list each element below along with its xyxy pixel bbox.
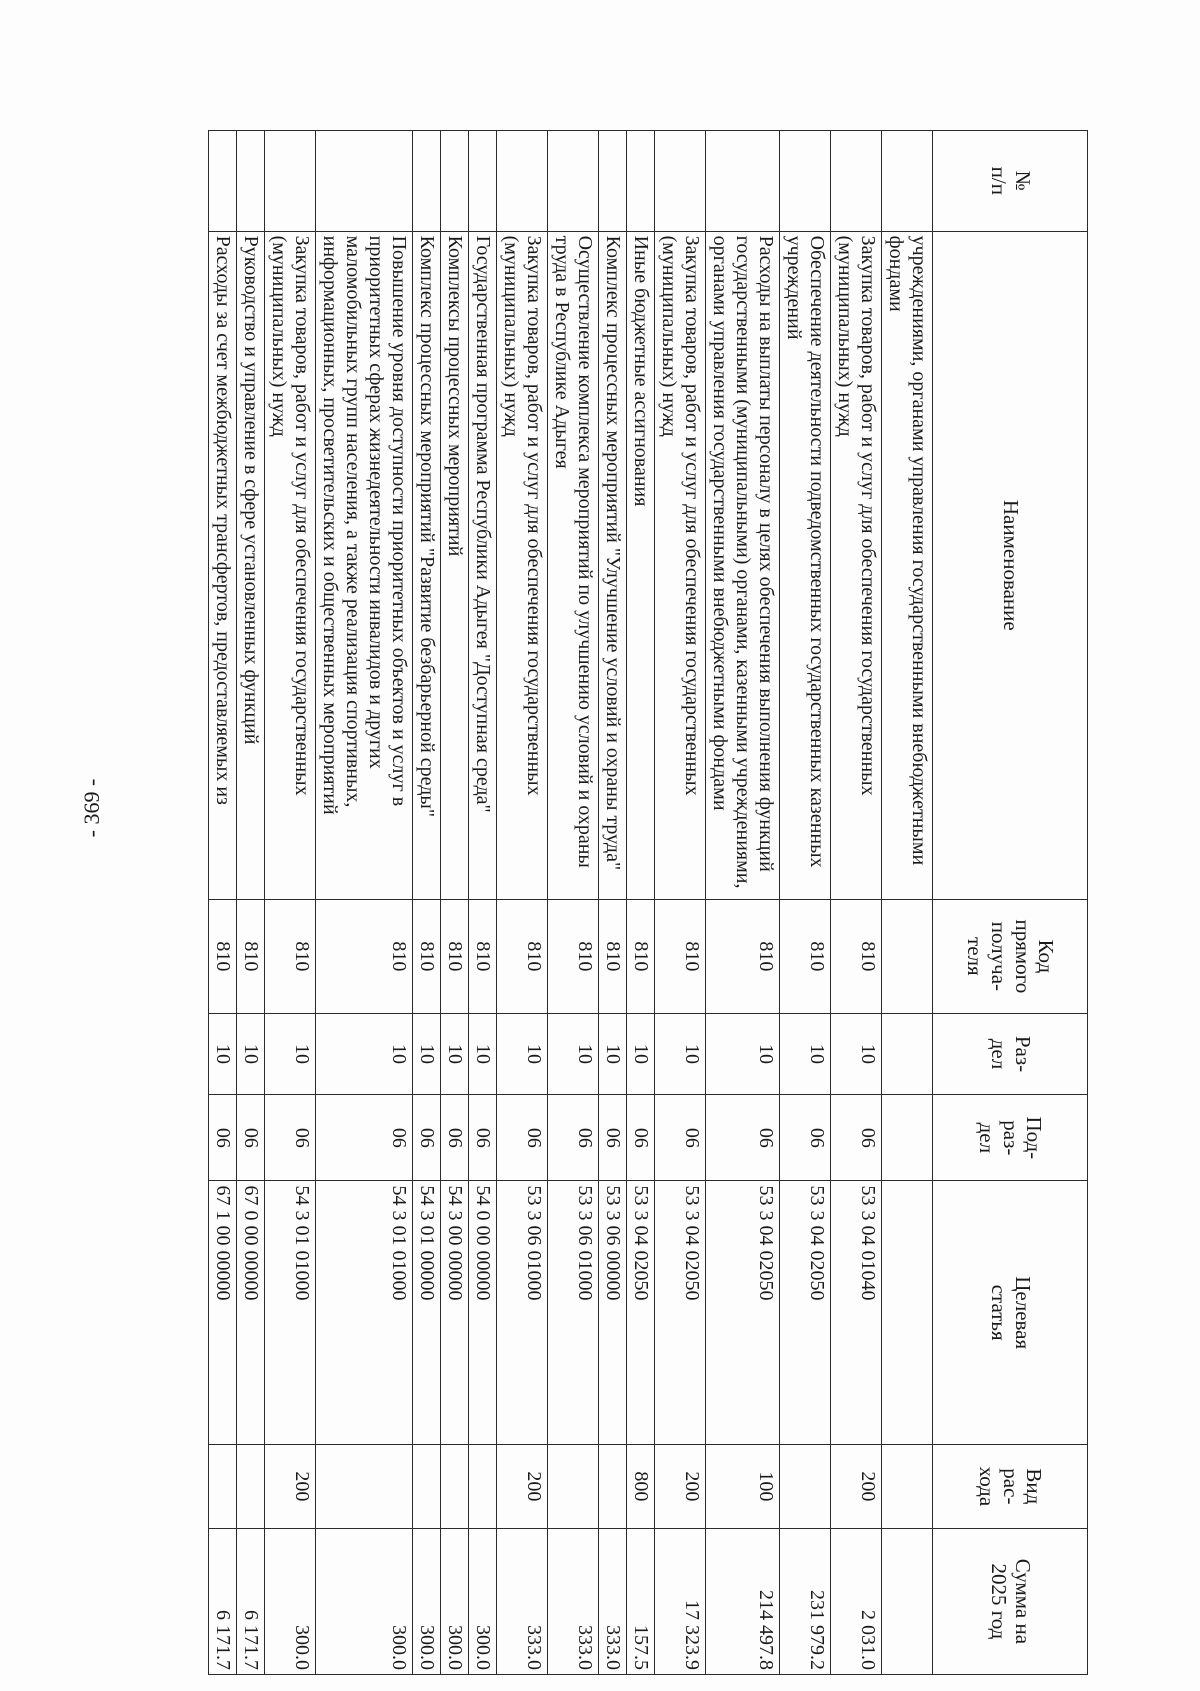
- cell-expense-type: [469, 1444, 497, 1528]
- cell-razdel: 10: [497, 1013, 548, 1094]
- cell-name: Закупка товаров, работ и услуг для обеспечения государственных (муниципальных) нужд: [831, 231, 882, 899]
- cell-recipient-code: 810: [627, 899, 655, 1013]
- header-number-line: п/п: [987, 166, 1011, 195]
- cell-number: [655, 131, 706, 232]
- cell-target-article: 54 0 00 00000: [469, 1181, 497, 1445]
- cell-recipient-code: 810: [209, 899, 237, 1013]
- header-podrazdel: [933, 1095, 1088, 1181]
- cell-target-article: 54 3 01 00000: [413, 1181, 441, 1445]
- cell-podrazdel: 06: [209, 1095, 237, 1181]
- header-razdel-line: Раз-: [1010, 1035, 1035, 1073]
- cell-razdel: 10: [441, 1013, 469, 1094]
- cell-podrazdel: 06: [413, 1095, 441, 1181]
- table-row: [441, 131, 469, 1675]
- cell-target-article: 54 3 01 01000: [316, 1181, 413, 1445]
- cell-razdel: 10: [265, 1013, 316, 1094]
- cell-recipient-code: 810: [497, 899, 548, 1013]
- cell-name: Закупка товаров, работ и услуг для обеспечения государственных (муниципальных) нужд: [497, 231, 548, 899]
- cell-razdel: 10: [627, 1013, 655, 1094]
- table-header: [933, 131, 1088, 1675]
- cell-podrazdel: 06: [706, 1095, 780, 1181]
- cell-expense-type: [209, 1444, 237, 1528]
- cell-number: [831, 131, 882, 232]
- cell-name: Расходы на выплаты персоналу в целях обеспечения выполнения функций государственными (муниципальными) органами, казенными учреждениями, органами управления государственными внебюджетными фондами: [706, 231, 780, 899]
- table-row: [831, 131, 882, 1675]
- header-sum-line: Сумма на: [1010, 1558, 1035, 1645]
- cell-recipient-code: 810: [706, 899, 780, 1013]
- header-podrazdel-line: дел: [975, 1122, 1000, 1154]
- cell-expense-type: 100: [706, 1444, 780, 1528]
- cell-expense-type: [780, 1444, 831, 1528]
- header-number: [933, 131, 1088, 232]
- cell-recipient-code: 810: [831, 899, 882, 1013]
- cell-target-article: 67 0 00 00000: [237, 1181, 265, 1445]
- cell-target-article: 67 1 00 00000: [209, 1181, 237, 1445]
- cell-name: Иные бюджетные ассигнования: [627, 231, 655, 899]
- header-expense-type-line: Вид: [1022, 1468, 1047, 1505]
- cell-podrazdel: 06: [316, 1095, 413, 1181]
- header-podrazdel-line: Под-: [1022, 1116, 1047, 1160]
- header-sum: [933, 1528, 1088, 1674]
- cell-number: [316, 131, 413, 232]
- cell-sum: 2 031.0: [831, 1528, 882, 1674]
- table-row: [265, 131, 316, 1675]
- header-recipient-code-line: теля: [963, 937, 988, 976]
- cell-number: [237, 131, 265, 232]
- cell-target-article: 53 3 04 02050: [706, 1181, 780, 1445]
- cell-podrazdel: [882, 1095, 933, 1181]
- cell-recipient-code: [882, 899, 933, 1013]
- cell-sum: 300.0: [441, 1528, 469, 1674]
- cell-razdel: 10: [780, 1013, 831, 1094]
- header-recipient-code: [933, 899, 1088, 1013]
- table-body: [209, 131, 933, 1675]
- table-row: [548, 131, 599, 1675]
- header-expense-type-line: рас-: [998, 1468, 1023, 1505]
- cell-recipient-code: 810: [469, 899, 497, 1013]
- table-row: [780, 131, 831, 1675]
- header-row: [933, 131, 1088, 1675]
- cell-number: [627, 131, 655, 232]
- cell-razdel: 10: [209, 1013, 237, 1094]
- header-target-article-line: Целевая: [1010, 1276, 1035, 1350]
- cell-number: [265, 131, 316, 232]
- cell-podrazdel: 06: [237, 1095, 265, 1181]
- cell-razdel: 10: [831, 1013, 882, 1094]
- cell-number: [413, 131, 441, 232]
- cell-expense-type: [548, 1444, 599, 1528]
- cell-name: Осуществление комплекса мероприятий по улучшению условий и охраны труда в Республике Адыгея: [548, 231, 599, 899]
- cell-podrazdel: 06: [627, 1095, 655, 1181]
- cell-recipient-code: 810: [655, 899, 706, 1013]
- cell-recipient-code: 810: [780, 899, 831, 1013]
- cell-razdel: 10: [237, 1013, 265, 1094]
- cell-name: Руководство и управление в сфере установленных функций: [237, 231, 265, 899]
- cell-recipient-code: 810: [599, 899, 627, 1013]
- cell-razdel: 10: [413, 1013, 441, 1094]
- cell-sum: 300.0: [469, 1528, 497, 1674]
- cell-sum: [882, 1528, 933, 1674]
- cell-number: [882, 131, 933, 232]
- cell-recipient-code: 810: [413, 899, 441, 1013]
- cell-podrazdel: 06: [497, 1095, 548, 1181]
- cell-expense-type: [413, 1444, 441, 1528]
- cell-razdel: 10: [316, 1013, 413, 1094]
- cell-podrazdel: 06: [599, 1095, 627, 1181]
- cell-recipient-code: 810: [265, 899, 316, 1013]
- rotated-table-container: [212, 130, 1088, 1675]
- table-row: [497, 131, 548, 1675]
- cell-number: [441, 131, 469, 232]
- table-row: [209, 131, 237, 1675]
- header-expense-type-line: хода: [975, 1466, 1000, 1507]
- cell-name: Расходы за счет межбюджетных трансфертов, предоставляемых из: [209, 231, 237, 899]
- header-recipient-code-line: получа-: [987, 921, 1011, 992]
- header-razdel: [933, 1013, 1088, 1094]
- cell-expense-type: 200: [497, 1444, 548, 1528]
- cell-podrazdel: 06: [441, 1095, 469, 1181]
- header-recipient-code-line: Код: [1034, 939, 1059, 974]
- cell-number: [497, 131, 548, 232]
- table-row: [627, 131, 655, 1675]
- cell-expense-type: [882, 1444, 933, 1528]
- cell-name: Комплекс процессных мероприятий "Улучшение условий и охраны труда": [599, 231, 627, 899]
- cell-number: [599, 131, 627, 232]
- cell-podrazdel: 06: [780, 1095, 831, 1181]
- cell-podrazdel: 06: [469, 1095, 497, 1181]
- cell-target-article: 53 3 04 01040: [831, 1181, 882, 1445]
- cell-name: Обеспечение деятельности подведомственных государственных казенных учреждений: [780, 231, 831, 899]
- cell-name: Закупка товаров, работ и услуг для обеспечения государственных (муниципальных) нужд: [655, 231, 706, 899]
- cell-target-article: 53 3 06 01000: [497, 1181, 548, 1445]
- cell-expense-type: 200: [831, 1444, 882, 1528]
- cell-number: [548, 131, 599, 232]
- table-row: [599, 131, 627, 1675]
- cell-razdel: 10: [599, 1013, 627, 1094]
- header-target-article: [933, 1181, 1088, 1445]
- cell-razdel: 10: [548, 1013, 599, 1094]
- table-row: [237, 131, 265, 1675]
- cell-razdel: 10: [469, 1013, 497, 1094]
- cell-recipient-code: 810: [441, 899, 469, 1013]
- cell-expense-type: [237, 1444, 265, 1528]
- cell-expense-type: [599, 1444, 627, 1528]
- cell-target-article: 53 3 06 00000: [599, 1181, 627, 1445]
- cell-name: Государственная программа Республики Адыгея "Доступная среда": [469, 231, 497, 899]
- cell-name: учреждениями, органами управления государственными внебюджетными фондами: [882, 231, 933, 899]
- cell-target-article: 53 3 04 02050: [780, 1181, 831, 1445]
- cell-number: [780, 131, 831, 232]
- header-expense-type: [933, 1444, 1088, 1528]
- cell-name: Комплекс процессных мероприятий "Развитие безбарьерной среды": [413, 231, 441, 899]
- header-podrazdel-line: раз-: [998, 1120, 1023, 1156]
- table-row: [316, 131, 413, 1675]
- table-row: [706, 131, 780, 1675]
- cell-expense-type: 200: [265, 1444, 316, 1528]
- cell-name: Закупка товаров, работ и услуг для обеспечения государственных (муниципальных) нужд: [265, 231, 316, 899]
- header-sum-line: 2025 год: [987, 1563, 1011, 1640]
- cell-podrazdel: 06: [548, 1095, 599, 1181]
- cell-target-article: 53 3 04 02050: [627, 1181, 655, 1445]
- cell-podrazdel: 06: [831, 1095, 882, 1181]
- cell-name: Повышение уровня доступности приоритетных объектов и услуг в приоритетных сферах жизнедеятельности инвалидов и других маломобильных групп населения, а также реализация спортивных, информационных, просветительских и общественных мероприятий: [316, 231, 413, 899]
- table-row: [413, 131, 441, 1675]
- header-number-line: №: [1010, 170, 1035, 191]
- cell-sum: 17 323.9: [655, 1528, 706, 1674]
- cell-sum: 300.0: [265, 1528, 316, 1674]
- header-razdel-line: дел: [987, 1038, 1011, 1070]
- cell-sum: 300.0: [316, 1528, 413, 1674]
- cell-number: [209, 131, 237, 232]
- cell-podrazdel: 06: [655, 1095, 706, 1181]
- cell-sum: 333.0: [548, 1528, 599, 1674]
- cell-sum: 333.0: [497, 1528, 548, 1674]
- cell-target-article: 54 3 01 01000: [265, 1181, 316, 1445]
- cell-podrazdel: 06: [265, 1095, 316, 1181]
- budget-table: [208, 130, 1088, 1675]
- cell-target-article: 53 3 04 02050: [655, 1181, 706, 1445]
- cell-expense-type: 800: [627, 1444, 655, 1528]
- cell-expense-type: [441, 1444, 469, 1528]
- cell-number: [469, 131, 497, 232]
- cell-sum: 333.0: [599, 1528, 627, 1674]
- cell-sum: 231 979.2: [780, 1528, 831, 1674]
- table-row: [469, 131, 497, 1675]
- cell-recipient-code: 810: [237, 899, 265, 1013]
- table-row: [882, 131, 933, 1675]
- cell-recipient-code: 810: [548, 899, 599, 1013]
- cell-razdel: [882, 1013, 933, 1094]
- cell-expense-type: [316, 1444, 413, 1528]
- cell-sum: 6 171.7: [209, 1528, 237, 1674]
- cell-number: [706, 131, 780, 232]
- cell-recipient-code: 810: [316, 899, 413, 1013]
- cell-name: Комплексы процессных мероприятий: [441, 231, 469, 899]
- cell-target-article: [882, 1181, 933, 1445]
- page-number: - 369 -: [79, 778, 104, 838]
- cell-expense-type: 200: [655, 1444, 706, 1528]
- cell-target-article: 53 3 06 01000: [548, 1181, 599, 1445]
- header-target-article-line: статья: [987, 1284, 1011, 1341]
- cell-sum: 300.0: [413, 1528, 441, 1674]
- header-name: Наименование: [933, 231, 1088, 899]
- cell-razdel: 10: [706, 1013, 780, 1094]
- cell-sum: 214 497.8: [706, 1528, 780, 1674]
- cell-sum: 6 171.7: [237, 1528, 265, 1674]
- header-recipient-code-line: прямого: [1010, 919, 1035, 994]
- cell-target-article: 54 3 00 00000: [441, 1181, 469, 1445]
- cell-razdel: 10: [655, 1013, 706, 1094]
- table-row: [655, 131, 706, 1675]
- cell-sum: 157.5: [627, 1528, 655, 1674]
